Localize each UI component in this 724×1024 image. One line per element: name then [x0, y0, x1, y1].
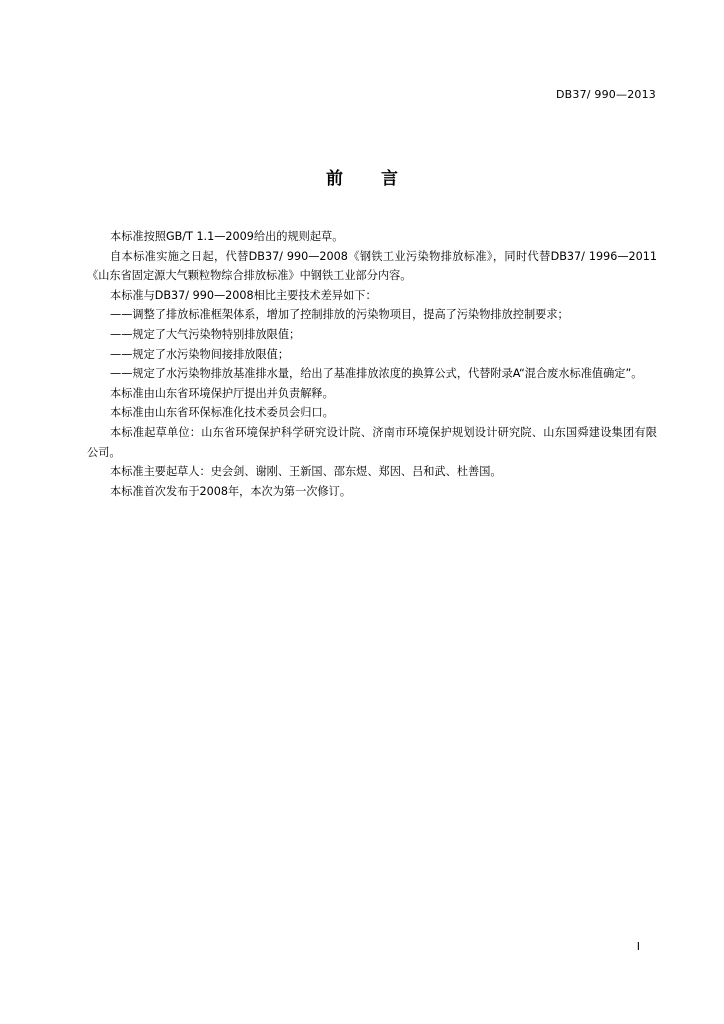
paragraph: 本标准由山东省环保标准化技术委员会归口。 — [110, 406, 334, 420]
paragraph: 本标准按照GB/T 1.1—2009给出的规则起草。 — [110, 230, 344, 243]
paragraph: 本标准主要起草人：史会剑、谢刚、王新国、邵东煜、郑因、吕和武、杜善国。 — [110, 465, 502, 479]
paragraph: 本标准与DB37/ 990—2008相比主要技术差异如下： — [110, 288, 377, 302]
paragraph: 自本标准实施之日起，代替DB37/ 990—2008《钢铁工业污染物排放标准》，同时代替DB37/ 1996—2011《山东省固定源大气颗粒物综合排放标准》中钢铁工业部分内容。 — [87, 249, 657, 283]
paragraph: 本标准由山东省环境保护厅提出并负责解释。 — [110, 386, 334, 400]
page-number: I — [636, 940, 640, 953]
preface-content — [87, 227, 657, 501]
page-title: 前言 — [326, 169, 436, 189]
paragraph: 本标准首次发布于2008年，本次为第一次修订。 — [110, 484, 352, 498]
standard-code: DB37/ 990—2013 — [555, 88, 656, 101]
list-item: ——规定了水污染物排放基准排水量，给出了基准排放浓度的换算公式，代替附录A“混合废水标准值确定”。 — [110, 367, 643, 381]
list-item: ——规定了大气污染物特别排放限值； — [110, 327, 301, 341]
paragraph: 本标准起草单位：山东省环境保护科学研究设计院、济南市环境保护规划设计研究院、山东国舜建设集团有限公司。 — [87, 425, 657, 459]
list-item: ——调整了排放标准框架体系，增加了控制排放的污染物项目，提高了污染物排放控制要求； — [110, 308, 569, 322]
list-item: ——规定了水污染物间接排放限值； — [110, 347, 290, 361]
